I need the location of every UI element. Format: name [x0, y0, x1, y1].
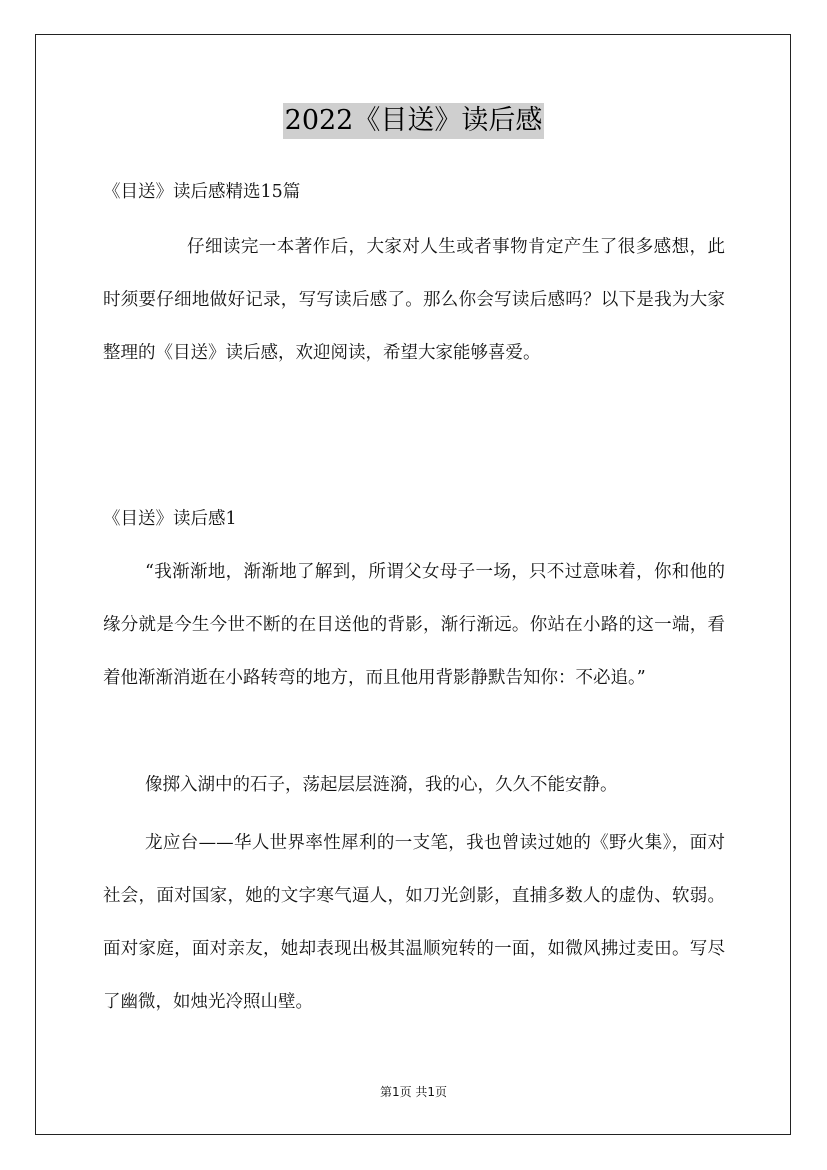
- section-heading: 《目送》读后感1: [103, 509, 237, 529]
- document-subtitle: 《目送》读后感精选15篇: [103, 182, 301, 202]
- intro-paragraph: 仔细读完一本著作后，大家对人生或者事物肯定产生了很多感想，此时须要仔细地做好记录，写写读后感了。那么你会写读后感吗？以下是我为大家整理的《目送》读后感，欢迎阅读，希望大家能够喜爱。: [103, 237, 725, 363]
- document-title: 2022《目送》读后感: [283, 103, 545, 139]
- page-number: 第1页 共1页: [379, 1085, 448, 1099]
- body-paragraph: 龙应台——华人世界率性犀利的一支笔，我也曾读过她的《野火集》，面对社会，面对国家，她的文字寒气逼人，如刀光剑影，直捕多数人的虚伪、软弱。面对家庭，面对亲友，她却表现出极其温顺宛转的一面，如微风拂过麦田。写尽了幽微，如烛光冷照山壁。: [103, 833, 725, 1012]
- body-paragraph: 像掷入湖中的石子，荡起层层涟漪，我的心，久久不能安静。: [145, 775, 618, 795]
- quote-paragraph: “我渐渐地，渐渐地了解到，所谓父女母子一场，只不过意味着，你和他的缘分就是今生今世不断的在目送他的背影，渐行渐远。你站在小路的这一端，看着他渐渐消逝在小路转弯的地方，而且他用背影静默告知你：不必追。”: [103, 562, 725, 688]
- title-container: [0, 103, 827, 139]
